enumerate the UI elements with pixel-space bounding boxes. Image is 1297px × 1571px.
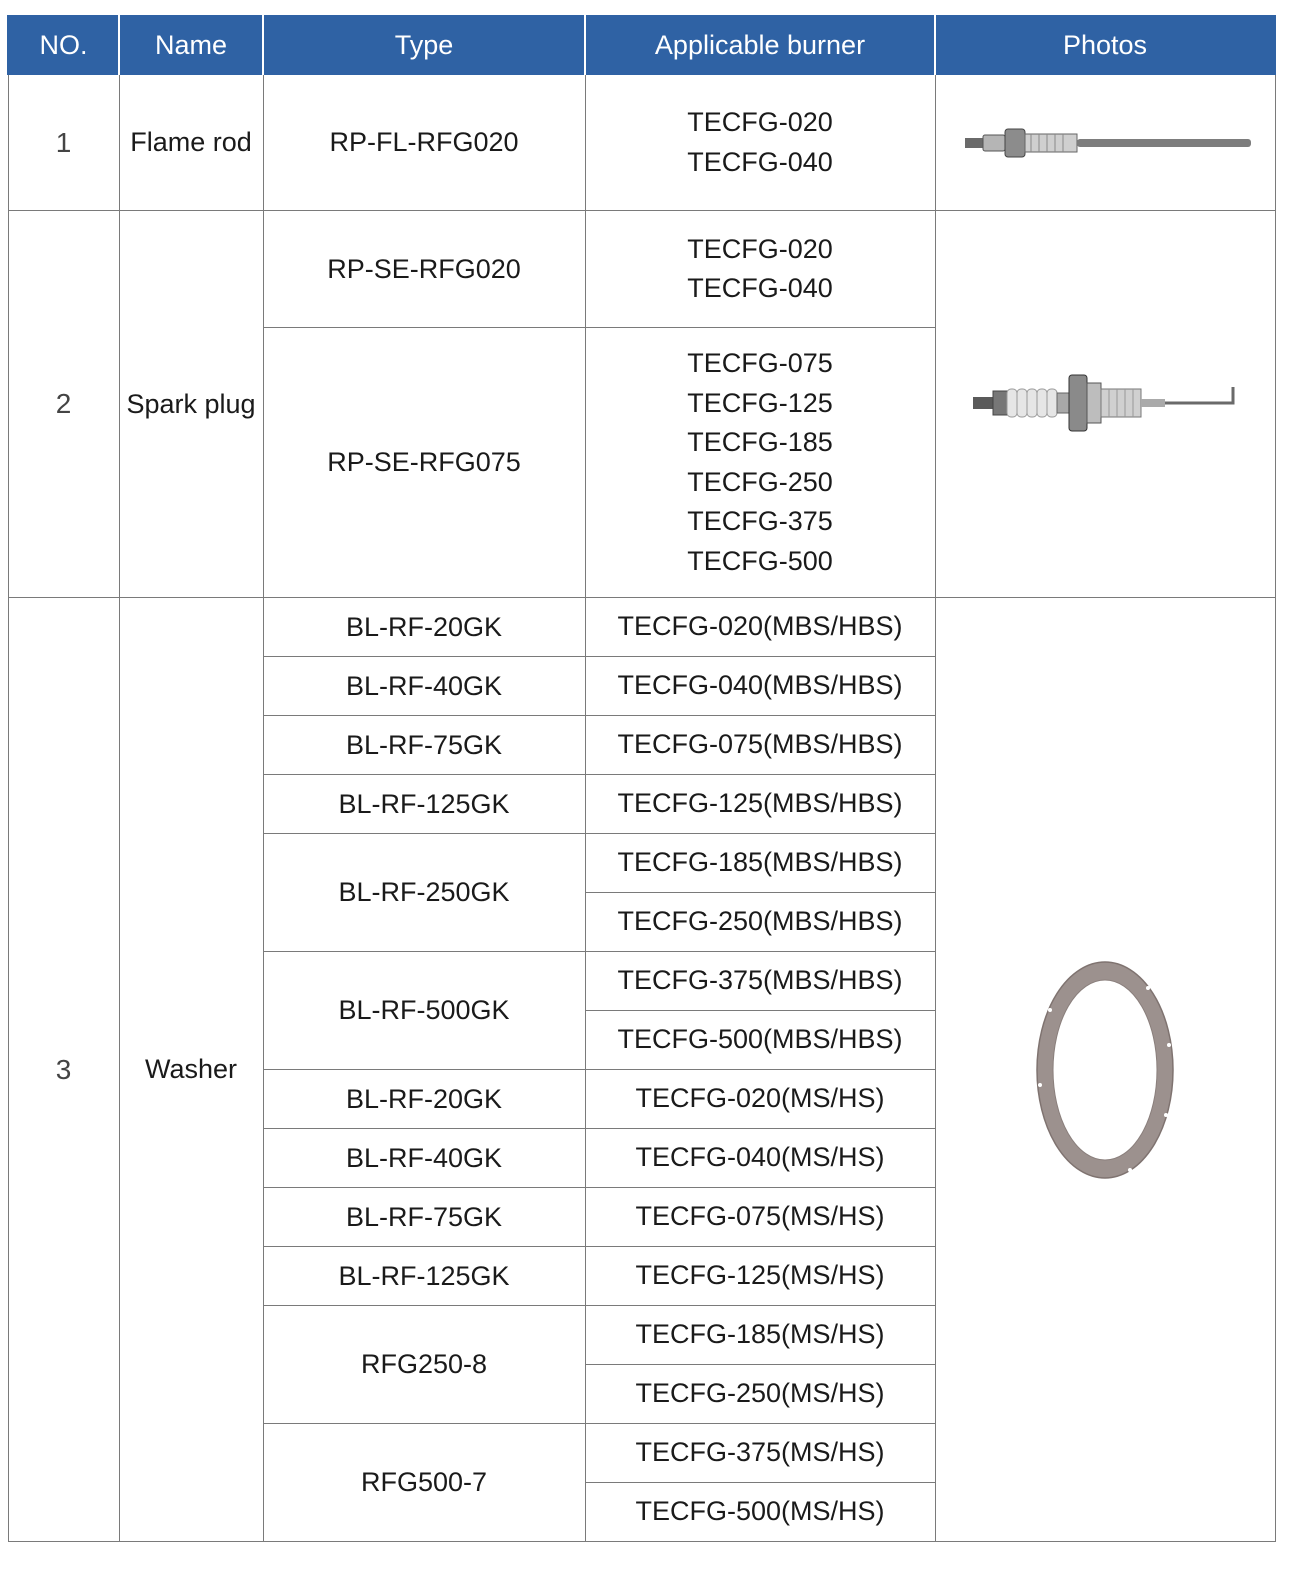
row-number: 2: [8, 211, 119, 598]
photo-cell: [935, 598, 1275, 1542]
applicable-burner: TECFG-500(MBS/HBS): [585, 1011, 935, 1070]
part-type: BL-RF-500GK: [263, 952, 585, 1070]
burner-model: TECFG-040: [687, 146, 833, 177]
burner-model: TECFG-185: [687, 427, 833, 457]
header-photos: Photos: [935, 16, 1275, 75]
part-type: BL-RF-250GK: [263, 834, 585, 952]
row-number: 1: [8, 75, 119, 211]
part-type: RFG250-8: [263, 1306, 585, 1424]
table-row: [8, 211, 1275, 328]
header-row: [8, 16, 1275, 75]
table-row: [8, 598, 1275, 657]
flame-rod-icon: [955, 123, 1255, 163]
part-name: Spark plug: [119, 211, 263, 598]
washer-icon: [1030, 955, 1180, 1185]
part-type: RFG500-7: [263, 1424, 585, 1542]
applicable-burner: TECFG-020(MS/HS): [585, 1070, 935, 1129]
table-row: [8, 75, 1275, 211]
applicable-burner: TECFG-375(MBS/HBS): [585, 952, 935, 1011]
part-type: RP-SE-RFG020: [263, 211, 585, 328]
header-type: Type: [263, 16, 585, 75]
row-number: 3: [8, 598, 119, 1542]
part-type: BL-RF-125GK: [263, 1247, 585, 1306]
applicable-burner: TECFG-125(MBS/HBS): [585, 775, 935, 834]
part-type: BL-RF-20GK: [263, 598, 585, 657]
photo-cell: [935, 75, 1275, 211]
applicable-burner: TECFG-020(MBS/HBS): [585, 598, 935, 657]
part-type: RP-FL-RFG020: [263, 75, 585, 211]
applicable-burner: TECFG-250(MS/HS): [585, 1365, 935, 1424]
applicable-burner: TECFG-250(MBS/HBS): [585, 893, 935, 952]
part-type: BL-RF-75GK: [263, 716, 585, 775]
applicable-burner: TECFG-075(MBS/HBS): [585, 716, 935, 775]
applicable-burner-cell: [585, 75, 935, 211]
applicable-burner: TECFG-375(MS/HS): [585, 1424, 935, 1483]
burner-model: TECFG-500: [687, 545, 833, 576]
header-name: Name: [119, 16, 263, 75]
burner-model: TECFG-040: [687, 273, 833, 303]
header-applicable-burner: Applicable burner: [585, 16, 935, 75]
parts-table-wrapper: [7, 15, 1274, 1542]
part-type: BL-RF-75GK: [263, 1188, 585, 1247]
part-type: BL-RF-20GK: [263, 1070, 585, 1129]
applicable-burner-cell: [585, 328, 935, 598]
burner-model: TECFG-020: [687, 233, 833, 264]
burner-model: TECFG-375: [687, 506, 833, 536]
parts-table: [7, 15, 1276, 1542]
applicable-burner: TECFG-185(MS/HS): [585, 1306, 935, 1365]
burner-model: TECFG-020: [687, 107, 833, 137]
photo-cell: [935, 211, 1275, 598]
part-type: BL-RF-125GK: [263, 775, 585, 834]
applicable-burner: TECFG-075(MS/HS): [585, 1188, 935, 1247]
applicable-burner: TECFG-040(MS/HS): [585, 1129, 935, 1188]
header-no: NO.: [8, 16, 119, 75]
burner-model: TECFG-125: [687, 387, 833, 418]
burner-model: TECFG-250: [687, 466, 833, 497]
spark-plug-icon: [965, 369, 1245, 439]
applicable-burner: TECFG-125(MS/HS): [585, 1247, 935, 1306]
applicable-burner: TECFG-040(MBS/HBS): [585, 657, 935, 716]
applicable-burner: TECFG-185(MBS/HBS): [585, 834, 935, 893]
part-type: RP-SE-RFG075: [263, 328, 585, 598]
part-type: BL-RF-40GK: [263, 1129, 585, 1188]
applicable-burner: TECFG-500(MS/HS): [585, 1483, 935, 1542]
burner-model: TECFG-075: [687, 348, 833, 378]
part-name: Flame rod: [119, 75, 263, 211]
part-type: BL-RF-40GK: [263, 657, 585, 716]
part-name: Washer: [119, 598, 263, 1542]
applicable-burner-cell: [585, 211, 935, 328]
